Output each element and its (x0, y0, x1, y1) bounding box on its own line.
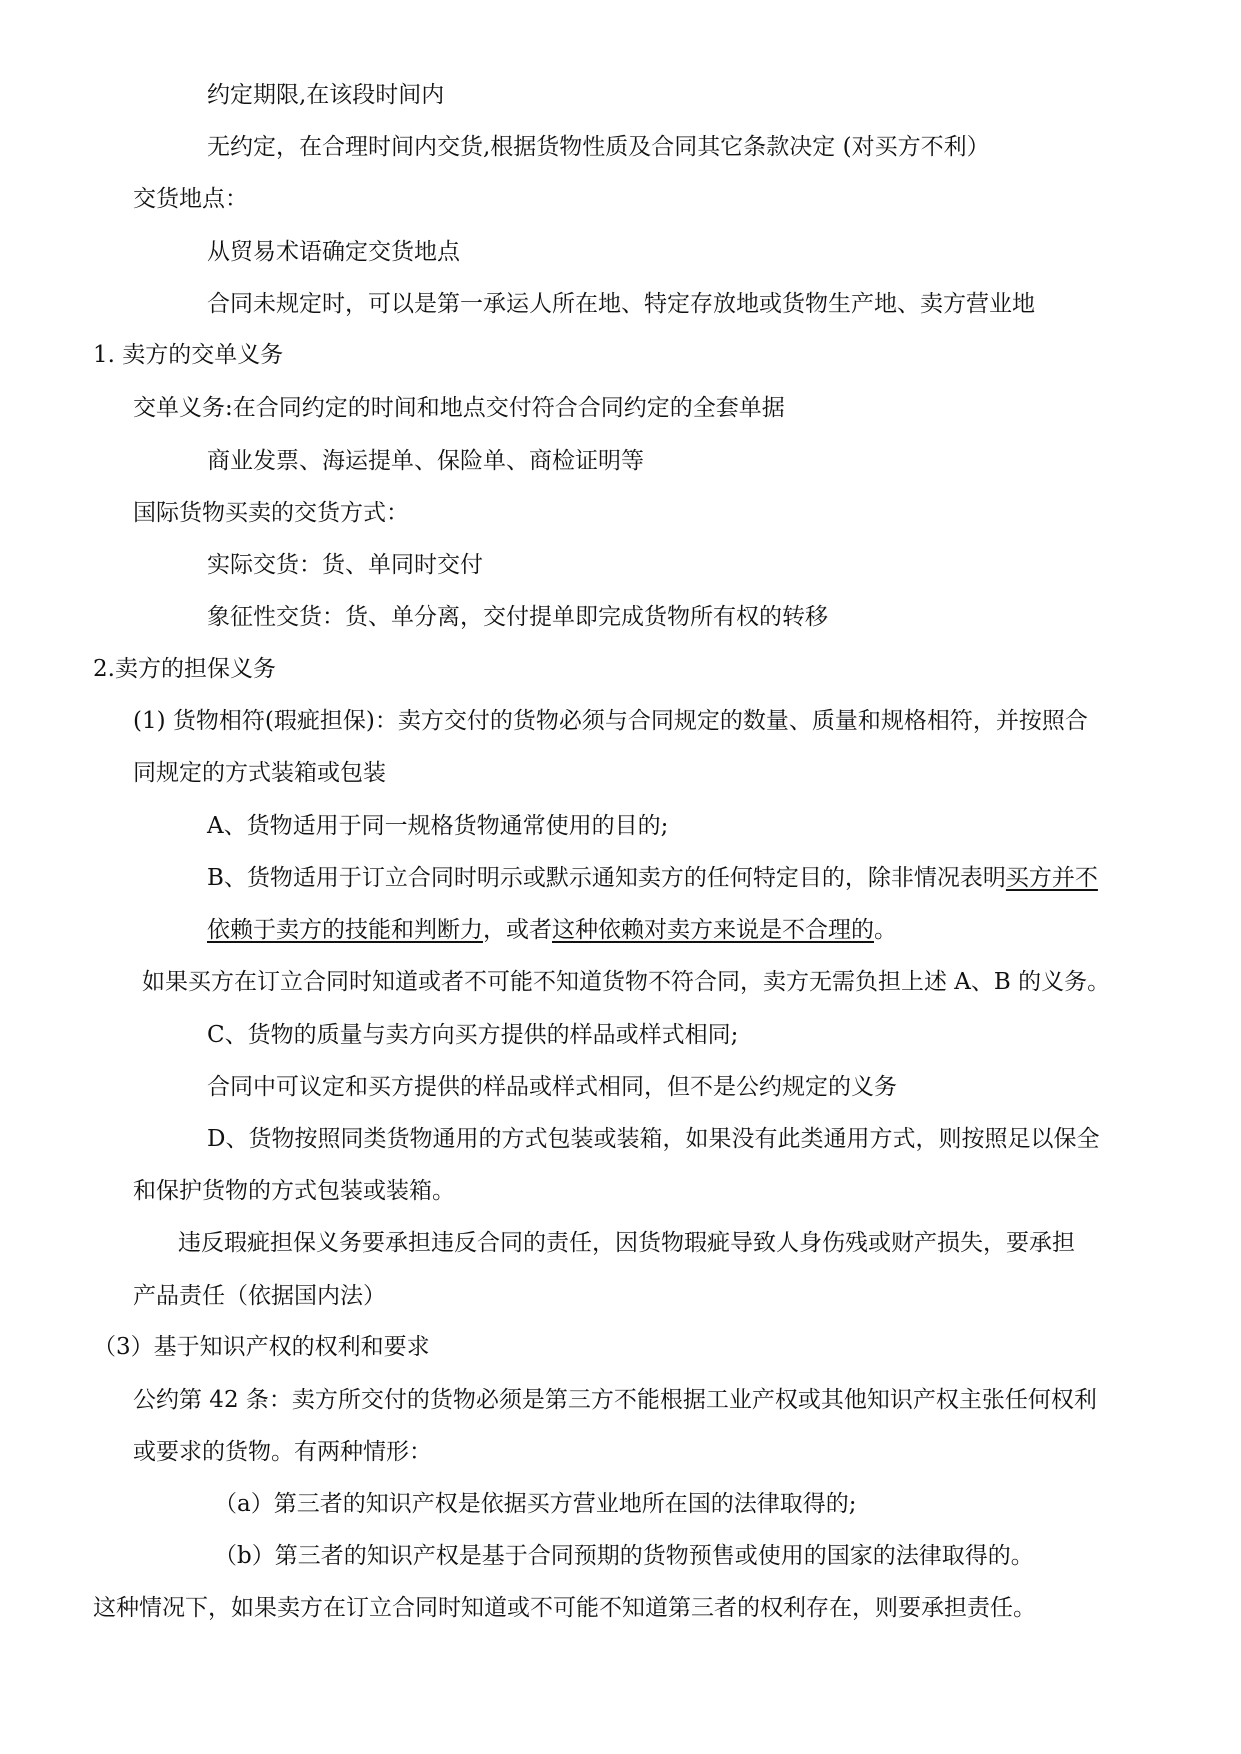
text-line: 或要求的货物。有两种情形： (133, 1439, 432, 1465)
text-line: 违反瑕疵担保义务要承担违反合同的责任，因货物瑕疵导致人身伤残或财产损失，要承担 (178, 1230, 1075, 1256)
list-item: C、货物的质量与卖方向买方提供的样品或样式相同; (207, 1022, 739, 1048)
text-segment: ，或者 (483, 917, 552, 943)
text-line: 约定期限,在该段时间内 (207, 82, 445, 108)
text-segment: B、货物适用于订立合同时明示或默示通知卖方的任何特定目的，除非情况表明 (207, 865, 1006, 891)
text-line: 无约定，在合理时间内交货,根据货物性质及合同其它条款决定 (对买方不利） (207, 134, 990, 160)
text-line: 公约第 42 条：卖方所交付的货物必须是第三方不能根据工业产权或其他知识产权主张任何权利 (133, 1387, 1097, 1413)
text-line: 商业发票、海运提单、保险单、商检证明等 (207, 448, 644, 474)
list-item: （b）第三者的知识产权是基于合同预期的货物预售或使用的国家的法律取得的。 (214, 1543, 1034, 1569)
section-heading: 交货地点： (133, 186, 248, 212)
text-line: 合同中可议定和买方提供的样品或样式相同，但不是公约规定的义务 (207, 1074, 897, 1100)
text-line: 如果买方在订立合同时知道或者不可能不知道货物不符合同，卖方无需负担上述 A、B 的义务。 (142, 969, 1111, 995)
text-line: 产品责任（依据国内法） (133, 1283, 386, 1309)
text-line: 这种情况下，如果卖方在订立合同时知道或不可能不知道第三者的权利存在，则要承担责任。 (93, 1595, 1036, 1621)
text-line: 合同未规定时，可以是第一承运人所在地、特定存放地或货物生产地、卖方营业地 (207, 291, 1035, 317)
text-line (207, 915, 897, 945)
section-heading: 1. 卖方的交单义务 (93, 342, 284, 368)
list-item: D、货物按照同类货物通用的方式包装或装箱，如果没有此类通用方式，则按照足以保全 (207, 1126, 1100, 1152)
underlined-text: 这种依赖对卖方来说是不合理的 (552, 917, 874, 943)
text-line: 同规定的方式装箱或包装 (133, 760, 386, 786)
text-line: 从贸易术语确定交货地点 (207, 239, 460, 265)
section-heading: 2.卖方的担保义务 (93, 656, 276, 682)
section-heading: 国际货物买卖的交货方式： (133, 500, 409, 526)
text-line: 和保护货物的方式包装或装箱。 (133, 1178, 455, 1204)
text-line: 实际交货：货、单同时交付 (207, 552, 483, 578)
text-line: 交单义务:在合同约定的时间和地点交付符合合同约定的全套单据 (133, 395, 785, 421)
list-item: （a）第三者的知识产权是依据买方营业地所在国的法律取得的; (214, 1491, 857, 1517)
underlined-text: 依赖于卖方的技能和判断力 (207, 917, 483, 943)
list-item: A、货物适用于同一规格货物通常使用的目的; (207, 813, 669, 839)
text-segment: 。 (874, 917, 897, 943)
underlined-text: 买方并不 (1005, 865, 1098, 891)
section-heading: （3）基于知识产权的权利和要求 (93, 1334, 430, 1360)
text-line: (1) 货物相符(瑕疵担保)：卖方交付的货物必须与合同规定的数量、质量和规格相符，并按照合 (133, 708, 1088, 734)
text-line: 象征性交货：货、单分离，交付提单即完成货物所有权的转移 (207, 604, 828, 630)
list-item (207, 863, 1098, 893)
